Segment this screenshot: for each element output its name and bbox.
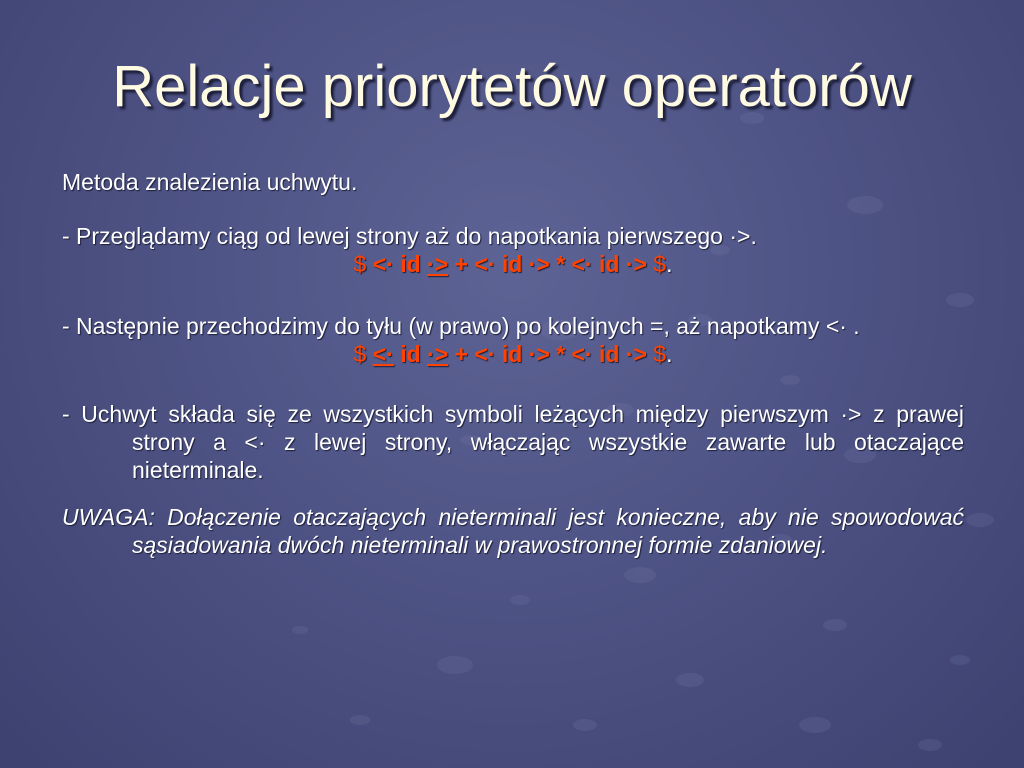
formula-1-period: . [666,251,673,277]
formula-2-lt-handle-start: <· [372,341,394,367]
step-3-text: - Uchwyt składa się ze wszystkich symboli leżących między pierwszym ·> z prawej strony a <· z lewej strony, włączając wszystkie zawarte lub otaczające nieterminale. [62,401,964,483]
formula-2 [62,340,964,368]
slide-body [62,168,964,559]
formula-2-id: id [400,341,421,367]
step-2-text: - Następnie przechodzimy do tyłu (w prawo) po kolejnych =, aż napotkamy <· . [62,313,860,339]
formula-1-dollar-close: $ [653,251,667,277]
formula-1-gt-handle-end: ·> [427,251,449,277]
intro-text: Metoda znalezienia uchwytu. [62,169,358,195]
formula-2-dollar-open: $ [353,341,367,367]
formula-1-dollar-open: $ [353,251,367,277]
note-text: UWAGA: Dołączenie otaczających nieterminali jest konieczne, aby nie spowodować sąsiadowania dwóch nieterminali w prawostronnej formie zdaniowej. [62,504,964,558]
formula-2-period: . [666,341,673,367]
formula-2-dollar-close: $ [653,341,667,367]
formula-1-rest: + <· id ·> * <· id ·> [454,251,647,277]
formula-2-rest: + <· id ·> * <· id ·> [454,341,647,367]
slide-title: Relacje priorytetów operatorów [112,54,912,119]
step-1-text: - Przeglądamy ciąg od lewej strony aż do napotkania pierwszego ·>. [62,223,757,249]
formula-1-lt-id: <· id [372,251,421,277]
formula-2-gt-handle-end: ·> [427,341,449,367]
formula-1 [62,250,964,278]
